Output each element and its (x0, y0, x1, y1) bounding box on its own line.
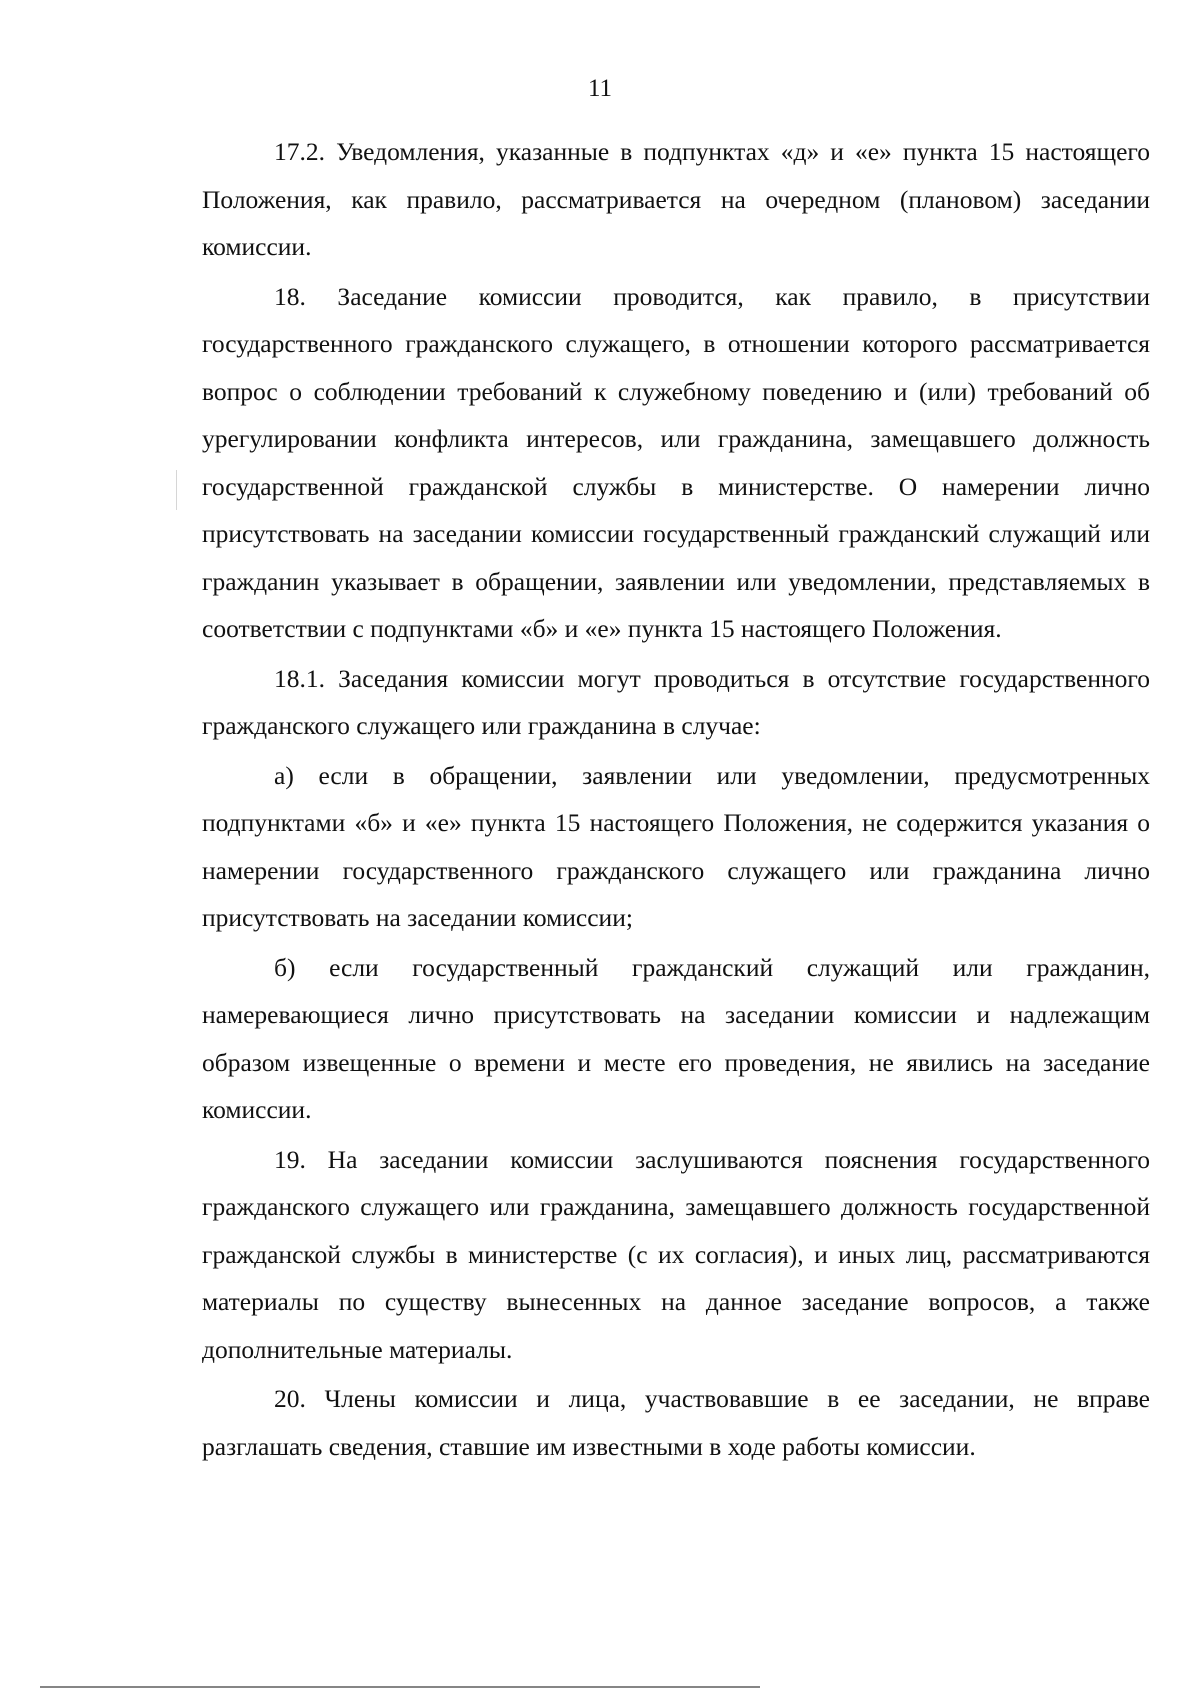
scan-edge-line (40, 1686, 760, 1688)
paragraph-18-1-b: б) если государственный гражданский служащий или гражданин, намеревающиеся лично присутствовать на заседании комиссии и надлежащим образом извещенные о времени и месте его проведения, не явились на заседание комиссии. (202, 952, 1150, 1124)
document-body (202, 128, 1150, 1472)
paragraph-20: 20. Члены комиссии и лица, участвовавшие в ее заседании, не вправе разглашать сведения, ставшие им известными в ходе работы комиссии. (202, 1384, 1150, 1461)
page-number: 11 (587, 75, 613, 102)
paragraph-18-1: 18.1. Заседания комиссии могут проводиться в отсутствие государственного гражданского служащего или гражданина в случае: (202, 663, 1150, 740)
paragraph-17-2: 17.2. Уведомления, указанные в подпунктах «д» и «е» пункта 15 настоящего Положения, как правило, рассматривается на очередном (плановом) заседании комиссии. (202, 137, 1150, 261)
paragraph-18: 18. Заседание комиссии проводится, как правило, в присутствии государственного гражданского служащего, в отношении которого рассматривается вопрос о соблюдении требований к служебному поведению и (или) требований об урегулировании конфликта интересов, или гражданина, замещавшего должность государственной гражданской службы в министерстве. О намерении лично присутствовать на заседании комиссии государственный гражданский служащий или гражданин указывает в обращении, заявлении или уведомлении, представляемых в соответствии с подпунктами «б» и «е» пункта 15 настоящего Положения. (202, 281, 1150, 643)
paragraph-19: 19. На заседании комиссии заслушиваются пояснения государственного гражданского служащего или гражданина, замещавшего должность государственной гражданской службы в министерстве (с их согласия), и иных лиц, рассматриваются материалы по существу вынесенных на данное заседание вопросов, а также дополнительные материалы. (202, 1144, 1150, 1364)
scan-artifact-mark (176, 470, 177, 510)
paragraph-18-1-a: а) если в обращении, заявлении или уведомлении, предусмотренных подпунктами «б» и «е» пункта 15 настоящего Положения, не содержится указания о намерении государственного гражданского служащего или гражданина лично присутствовать на заседании комиссии; (202, 760, 1150, 932)
